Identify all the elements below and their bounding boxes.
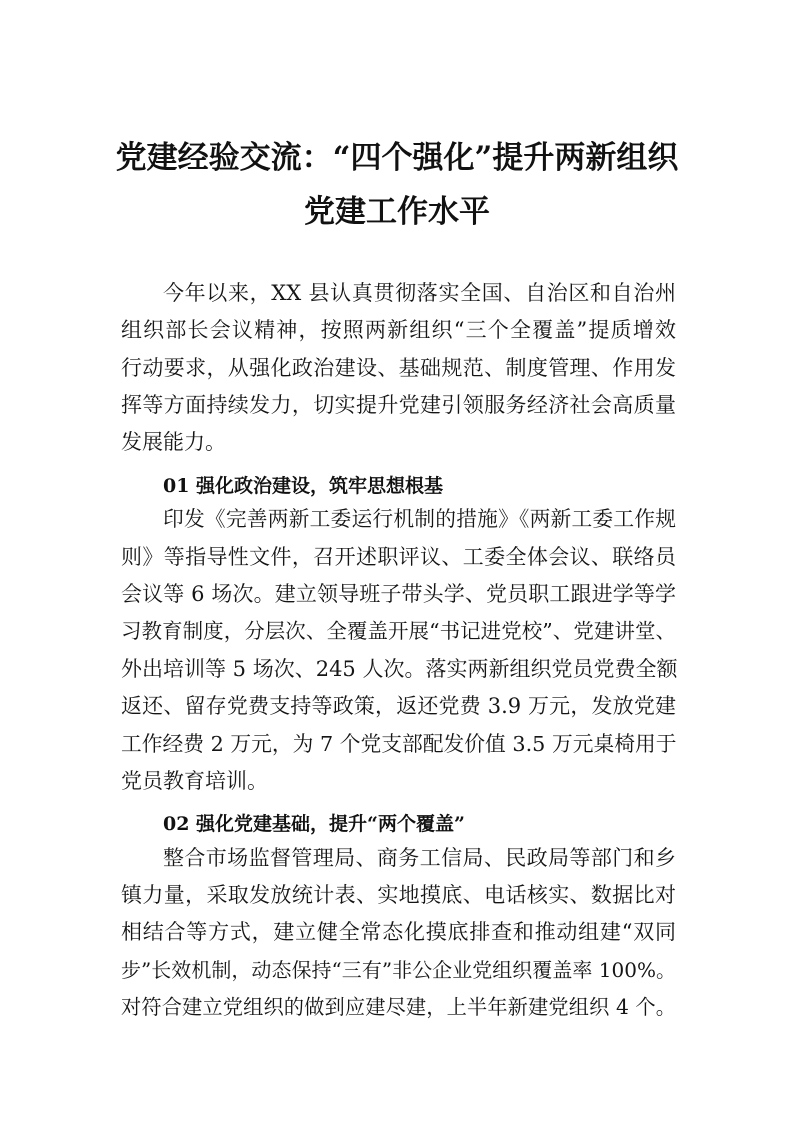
section1-line: 则》等指导性文件，召开述职评议、工委全体会议、联络员	[121, 545, 676, 569]
section1-line: 返还、留存党费支持等政策，返还党费 3.9 万元，发放党建	[121, 694, 676, 718]
section1-line: 外出培训等 5 场次、245 人次。落实两新组织党员党费全额	[121, 657, 678, 681]
intro-line: 挥等方面持续发力，切实提升党建引领服务经济社会高质量	[121, 393, 676, 417]
section-heading-01: 01 强化政治建设，筑牢思想根基	[163, 475, 444, 497]
section-heading-02: 02 强化党建基础，提升“两个覆盖”	[163, 813, 465, 835]
intro-line: 发展能力。	[121, 430, 226, 454]
intro-line: 组织部长会议精神，按照两新组织“三个全覆盖”提质增效	[121, 318, 676, 342]
section1-line: 党员教育培训。	[121, 769, 268, 793]
section2-line: 相结合等方式，建立健全常态化摸底排查和推动组建“双同	[121, 920, 676, 944]
section1-line: 习教育制度，分层次、全覆盖开展“书记进党校”、党建讲堂、	[121, 619, 676, 643]
section1-line: 印发《完善两新工委运行机制的措施》《两新工委工作规	[163, 507, 676, 531]
section2-line: 整合市场监督管理局、商务工信局、民政局等部门和乡	[163, 846, 676, 870]
section2-line: 对符合建立党组织的做到应建尽建，上半年新建党组织 4 个。	[121, 995, 676, 1019]
intro-line: 行动要求，从强化政治建设、基础规范、制度管理、作用发	[121, 356, 676, 380]
section1-line: 会议等 6 场次。建立领导班子带头学、党员职工跟进学等学	[121, 582, 676, 606]
document-title-line-2: 党建工作水平	[304, 194, 490, 230]
section2-line: 镇力量，采取发放统计表、实地摸底、电话核实、数据比对	[121, 883, 676, 907]
intro-line: 今年以来，XX 县认真贯彻落实全国、自治区和自治州	[163, 281, 676, 305]
section1-line: 工作经费 2 万元，为 7 个党支部配发价值 3.5 万元桌椅用于	[121, 732, 677, 756]
document-title-line-1: 党建经验交流：“四个强化”提升两新组织	[115, 140, 679, 176]
section2-line: 步”长效机制，动态保持“三有”非公企业党组织覆盖率 100%。	[121, 958, 676, 982]
